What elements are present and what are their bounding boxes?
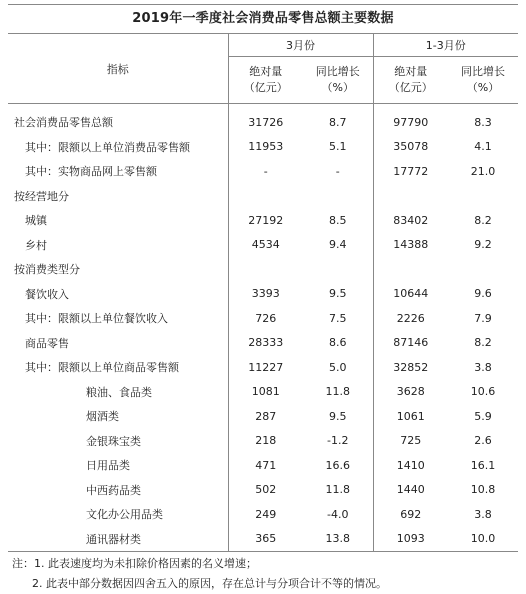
growth-label: 同比增长 bbox=[461, 65, 505, 78]
table-row bbox=[8, 502, 518, 527]
row-label: 其中：限额以上单位商品零售额 bbox=[8, 355, 228, 380]
q1-abs-cell: 14388 bbox=[393, 238, 429, 252]
q1-growth-cell: 9.2 bbox=[474, 238, 492, 252]
table-row bbox=[8, 208, 518, 233]
march-abs-cell bbox=[228, 184, 303, 209]
march-abs-cell: 27192 bbox=[248, 213, 284, 227]
march-growth-cell: 8.7 bbox=[303, 104, 373, 135]
march-header: 3月份 bbox=[228, 34, 373, 57]
q1-abs-cell: 97790 bbox=[393, 115, 429, 129]
retail-sales-table bbox=[8, 34, 518, 552]
q1-growth-cell: 5.9 bbox=[474, 409, 492, 423]
row-label: 城镇 bbox=[8, 208, 228, 233]
march-growth-cell: 13.8 bbox=[303, 527, 373, 552]
march-growth-cell: 9.4 bbox=[303, 233, 373, 258]
q1-header: 1-3月份 bbox=[373, 34, 518, 57]
row-label: 其中：限额以上单位消费品零售额 bbox=[8, 135, 228, 160]
row-label: 金银珠宝类 bbox=[8, 429, 228, 454]
q1-growth-cell: 8.2 bbox=[474, 336, 492, 350]
march-abs-cell: 218 bbox=[255, 434, 277, 448]
q1-growth-header bbox=[448, 57, 518, 104]
q1-growth-cell bbox=[448, 257, 518, 282]
march-growth-cell bbox=[303, 257, 373, 282]
march-growth-cell: - bbox=[303, 159, 373, 184]
march-growth-cell: 8.6 bbox=[303, 331, 373, 356]
march-growth-cell: 8.5 bbox=[303, 208, 373, 233]
growth-unit: （%） bbox=[466, 81, 500, 94]
march-abs-cell bbox=[228, 257, 303, 282]
march-growth-cell: 11.8 bbox=[303, 478, 373, 503]
row-label: 商品零售 bbox=[8, 331, 228, 356]
row-label: 日用品类 bbox=[8, 453, 228, 478]
march-abs-cell: 471 bbox=[255, 458, 277, 472]
q1-growth-cell: 21.0 bbox=[470, 164, 496, 178]
q1-abs-cell: 87146 bbox=[393, 336, 429, 350]
march-abs-cell: 11227 bbox=[248, 360, 284, 374]
q1-growth-cell: 4.1 bbox=[474, 140, 492, 154]
row-label: 乡村 bbox=[8, 233, 228, 258]
q1-abs-cell: 725 bbox=[400, 434, 422, 448]
table-row bbox=[8, 282, 518, 307]
march-growth-cell: 9.5 bbox=[303, 404, 373, 429]
q1-abs-cell: 83402 bbox=[393, 213, 429, 227]
march-abs-cell: 4534 bbox=[251, 238, 280, 252]
row-label: 其中：限额以上单位餐饮收入 bbox=[8, 306, 228, 331]
retail-sales-table-container bbox=[8, 4, 518, 594]
row-label: 餐饮收入 bbox=[8, 282, 228, 307]
march-abs-cell: 11953 bbox=[248, 140, 284, 154]
section-label: 按消费类型分 bbox=[8, 257, 228, 282]
q1-abs-cell bbox=[373, 257, 448, 282]
note-2: 2. 此表中部分数据因四舍五入的原因，存在总计与分项合计不等的情况。 bbox=[32, 577, 387, 590]
q1-growth-cell: 10.8 bbox=[470, 483, 496, 497]
q1-growth-cell: 10.0 bbox=[448, 527, 518, 552]
row-label: 社会消费品零售总额 bbox=[8, 104, 228, 135]
abs-unit: （亿元） bbox=[388, 81, 433, 94]
row-label: 文化办公用品类 bbox=[8, 502, 228, 527]
march-abs-header bbox=[228, 57, 303, 104]
q1-abs-cell: 3628 bbox=[396, 385, 425, 399]
march-abs-cell: 1081 bbox=[251, 385, 280, 399]
q1-growth-cell: 3.8 bbox=[474, 360, 492, 374]
table-row bbox=[8, 159, 518, 184]
march-growth-cell: -1.2 bbox=[303, 429, 373, 454]
table-row bbox=[8, 257, 518, 282]
section-label: 按经营地分 bbox=[8, 184, 228, 209]
table-row bbox=[8, 233, 518, 258]
march-abs-cell: 726 bbox=[255, 311, 277, 325]
q1-abs-cell bbox=[373, 184, 448, 209]
q1-abs-cell: 1061 bbox=[396, 409, 425, 423]
q1-growth-cell: 2.6 bbox=[474, 434, 492, 448]
table-row bbox=[8, 527, 518, 552]
table-row bbox=[8, 184, 518, 209]
march-growth-cell: 11.8 bbox=[303, 380, 373, 405]
march-abs-cell: 28333 bbox=[248, 336, 284, 350]
abs-unit: （亿元） bbox=[243, 81, 288, 94]
q1-growth-cell: 10.6 bbox=[470, 385, 496, 399]
march-abs-cell: 287 bbox=[255, 409, 277, 423]
q1-abs-cell: 2226 bbox=[396, 311, 425, 325]
q1-abs-cell: 1440 bbox=[396, 483, 425, 497]
row-label: 中西药品类 bbox=[8, 478, 228, 503]
march-abs-cell: 365 bbox=[228, 527, 303, 552]
march-abs-cell: 31726 bbox=[248, 115, 284, 129]
table-notes bbox=[8, 554, 518, 594]
table-row bbox=[8, 453, 518, 478]
q1-abs-cell: 1093 bbox=[373, 527, 448, 552]
growth-unit: （%） bbox=[321, 81, 354, 94]
abs-label: 绝对量 bbox=[394, 65, 428, 78]
table-row bbox=[8, 355, 518, 380]
march-growth-cell: -4.0 bbox=[303, 502, 373, 527]
table-row bbox=[8, 306, 518, 331]
note-1: 注：1. 此表速度均为未扣除价格因素的名义增速； bbox=[12, 557, 257, 570]
q1-abs-cell: 692 bbox=[400, 507, 422, 521]
march-growth-cell: 5.1 bbox=[303, 135, 373, 160]
table-row bbox=[8, 404, 518, 429]
q1-growth-cell: 7.9 bbox=[474, 311, 492, 325]
table-row bbox=[8, 104, 518, 135]
table-row bbox=[8, 429, 518, 454]
row-label: 烟酒类 bbox=[8, 404, 228, 429]
q1-abs-cell: 10644 bbox=[393, 287, 429, 301]
march-abs-cell: 502 bbox=[255, 483, 277, 497]
row-label: 其中：实物商品网上零售额 bbox=[8, 159, 228, 184]
q1-growth-cell: 9.6 bbox=[474, 287, 492, 301]
table-title: 2019年一季度社会消费品零售总额主要数据 bbox=[8, 4, 518, 34]
march-abs-cell: 3393 bbox=[251, 287, 280, 301]
row-label: 粮油、食品类 bbox=[8, 380, 228, 405]
march-growth-cell: 7.5 bbox=[303, 306, 373, 331]
q1-abs-cell: 17772 bbox=[393, 164, 429, 178]
march-growth-cell bbox=[303, 184, 373, 209]
march-abs-cell: 249 bbox=[255, 507, 277, 521]
march-growth-cell: 5.0 bbox=[303, 355, 373, 380]
indicator-header: 指标 bbox=[8, 34, 228, 104]
march-growth-cell: 16.6 bbox=[303, 453, 373, 478]
march-growth-header bbox=[303, 57, 373, 104]
march-abs-cell: - bbox=[263, 164, 268, 178]
q1-growth-cell: 8.2 bbox=[474, 213, 492, 227]
q1-abs-cell: 35078 bbox=[393, 140, 429, 154]
q1-abs-cell: 1410 bbox=[396, 458, 425, 472]
q1-growth-cell bbox=[448, 184, 518, 209]
row-label: 通讯器材类 bbox=[8, 527, 228, 552]
q1-abs-header bbox=[373, 57, 448, 104]
table-row bbox=[8, 331, 518, 356]
abs-label: 绝对量 bbox=[249, 65, 283, 78]
q1-growth-cell: 16.1 bbox=[470, 458, 496, 472]
growth-label: 同比增长 bbox=[315, 65, 360, 78]
q1-abs-cell: 32852 bbox=[393, 360, 429, 374]
table-row bbox=[8, 135, 518, 160]
q1-growth-cell: 3.8 bbox=[474, 507, 492, 521]
table-row bbox=[8, 380, 518, 405]
march-growth-cell: 9.5 bbox=[303, 282, 373, 307]
table-row bbox=[8, 478, 518, 503]
q1-growth-cell: 8.3 bbox=[474, 115, 492, 129]
